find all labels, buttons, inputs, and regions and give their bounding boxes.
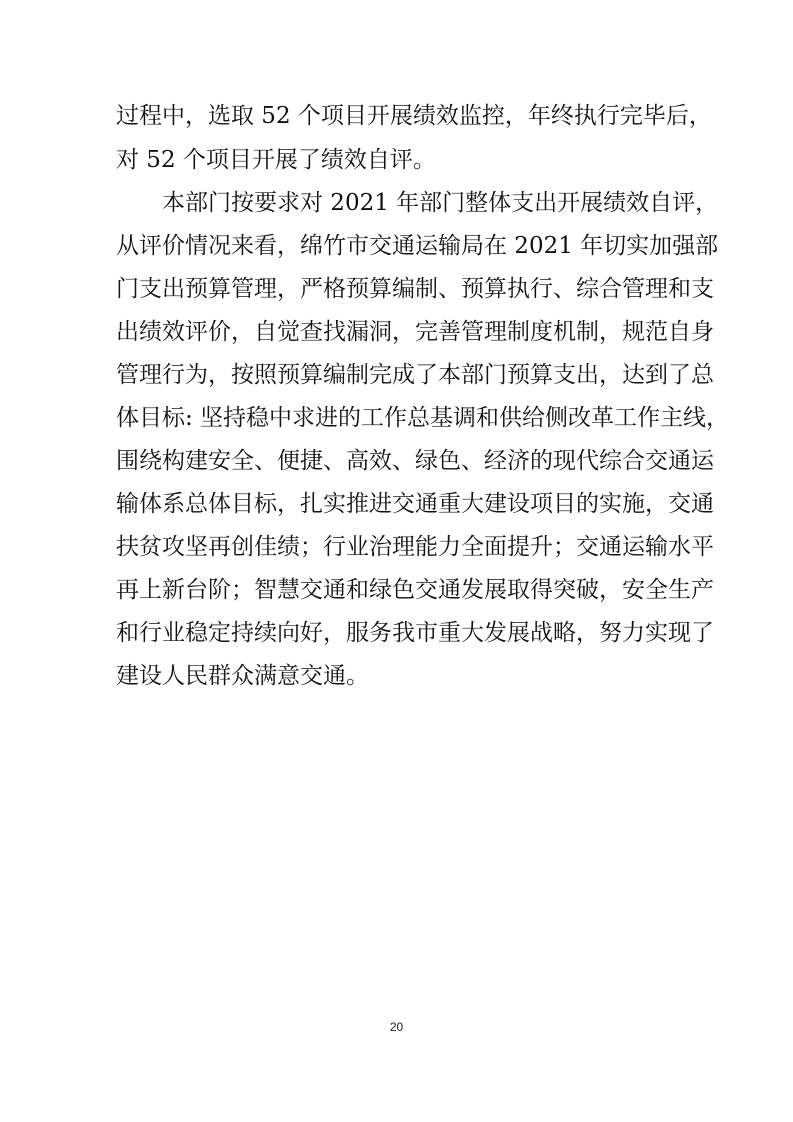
paragraph-2-line-10: 再上新台阶；智慧交通和绿色交通发展取得突破，安全生产: [116, 577, 714, 603]
paragraph-2-line-7: 围绕构建安全、便捷、高效、绿色、经济的现代综合交通运: [116, 448, 714, 474]
paragraph-2-line-5: 管理行为，按照预算编制完成了本部门预算支出，达到了总: [116, 362, 714, 388]
paragraph-2-line-1: 本部门按要求对 2021 年部门整体支出开展绩效自评，: [162, 190, 719, 216]
paragraph-2-line-9: 扶贫攻坚再创佳绩；行业治理能力全面提升；交通运输水平: [116, 534, 714, 560]
paragraph-2-line-11: 和行业稳定持续向好，服务我市重大发展战略，努力实现了: [116, 620, 714, 646]
paragraph-2-line-12: 建设人民群众满意交通。: [116, 663, 369, 689]
paragraph-2-line-8: 输体系总体目标，扎实推进交通重大建设项目的实施，交通: [116, 491, 714, 517]
paragraph-2-line-3: 门支出预算管理，严格预算编制、预算执行、综合管理和支: [116, 276, 714, 302]
paragraph-1-line-1: 过程中，选取 52 个项目开展绩效监控，年终执行完毕后，: [116, 103, 712, 129]
paragraph-1-line-2: 对 52 个项目开展了绩效自评。: [116, 147, 436, 173]
paragraph-2-line-2: 从评价情况来看，绵竹市交通运输局在 2021 年切实加强部: [116, 233, 719, 259]
page-number: 20: [389, 1020, 404, 1034]
paragraph-2-line-4: 出绩效评价，自觉查找漏洞，完善管理制度机制，规范自身: [116, 319, 714, 345]
paragraph-2-line-6: 体目标: 坚持稳中求进的工作总基调和供给侧改革工作主线，: [116, 405, 730, 431]
